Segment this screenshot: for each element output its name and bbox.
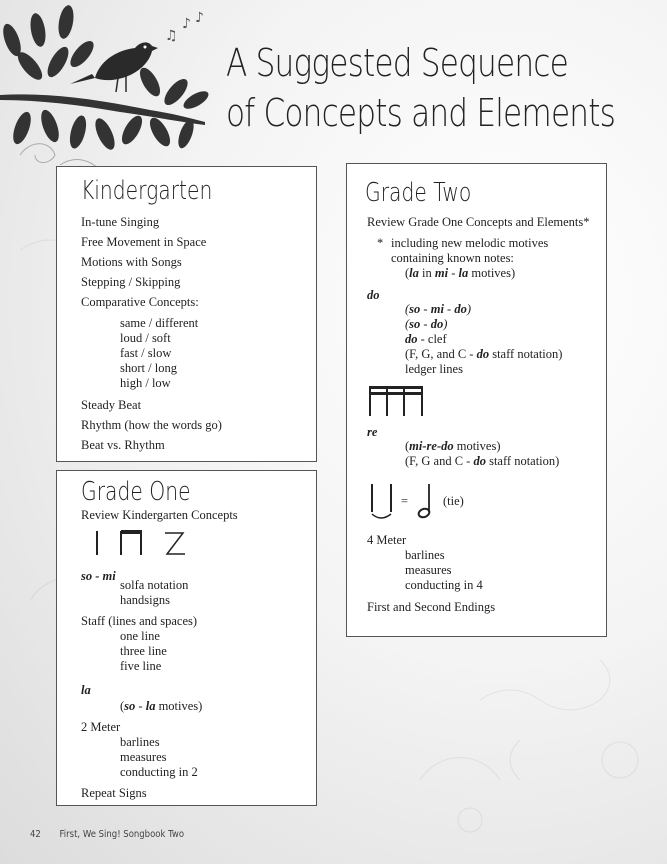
do-item: (so - do) — [405, 317, 448, 331]
bird-on-branch-illustration — [0, 0, 215, 185]
kindergarten-heading: Kindergarten — [81, 176, 213, 206]
half-note-icon — [415, 482, 435, 520]
kindergarten-item: Free Movement in Space — [81, 235, 207, 249]
tie-label: (tie) — [443, 494, 464, 508]
comparative-item: fast / slow — [120, 346, 172, 360]
four-meter-label: 4 Meter — [367, 533, 407, 547]
tied-quarter-notes-icon — [369, 482, 399, 522]
staff-item: one line — [120, 629, 160, 643]
repeat-signs: Repeat Signs — [81, 786, 147, 800]
two-meter-label: 2 Meter — [81, 720, 121, 734]
re-item: (mi-re-do motives) — [405, 439, 501, 453]
footnote-line: including new melodic motives — [391, 236, 549, 250]
book-title: First, We Sing! Songbook Two — [59, 829, 185, 840]
meter-item: conducting in 4 — [405, 578, 483, 592]
grade-one-heading: Grade One — [81, 477, 191, 507]
footnote-line: containing known notes: — [391, 251, 514, 265]
rhythm-four-sixteenths-icon — [367, 384, 427, 418]
re-item: (F, G and C - do staff notation) — [405, 454, 560, 468]
staff-item: three line — [120, 644, 167, 658]
staff-item: five line — [120, 659, 162, 673]
grade-two-review: Review Grade One Concepts and Elements* — [367, 215, 590, 229]
kindergarten-item: Steady Beat — [81, 398, 142, 412]
so-mi-item: handsigns — [120, 593, 170, 607]
footnote-line: (la in mi - la motives) — [405, 266, 516, 280]
svg-text:♪: ♪ — [182, 16, 191, 32]
title-line-1: A Suggested Sequence — [226, 41, 568, 85]
kindergarten-item: Comparative Concepts: — [81, 295, 199, 309]
meter-item: measures — [405, 563, 452, 577]
comparative-item: same / different — [120, 316, 199, 330]
do-item: (so - mi - do) — [405, 302, 472, 316]
kindergarten-item: Beat vs. Rhythm — [81, 438, 165, 452]
equals-sign: = — [401, 494, 409, 508]
grade-one-review: Review Kindergarten Concepts — [81, 508, 238, 522]
la-label: la — [81, 683, 91, 697]
comparative-item: loud / soft — [120, 331, 171, 345]
re-label: re — [367, 425, 378, 439]
meter-item: barlines — [405, 548, 445, 562]
rhythm-quarter-eighths-rest-icon — [93, 527, 193, 559]
so-mi-label: so - mi — [81, 569, 116, 583]
so-mi-item: solfa notation — [120, 578, 189, 592]
meter-item: barlines — [120, 735, 160, 749]
svg-text:♫: ♫ — [165, 28, 178, 44]
page-footer — [30, 829, 203, 840]
grade-two-heading: Grade Two — [365, 178, 472, 208]
kindergarten-item: Rhythm (how the words go) — [81, 418, 222, 432]
do-item: do - clef — [405, 332, 447, 346]
meter-item: conducting in 2 — [120, 765, 198, 779]
endings-item: First and Second Endings — [367, 600, 496, 614]
do-item: ledger lines — [405, 362, 463, 376]
page-title — [226, 38, 616, 138]
svg-text:♪: ♪ — [195, 10, 204, 26]
meter-item: measures — [120, 750, 167, 764]
do-item: (F, G, and C - do staff notation) — [405, 347, 563, 361]
title-line-2: of Concepts and Elements — [226, 91, 616, 135]
kindergarten-box — [56, 166, 317, 462]
la-motives: (so - la motives) — [120, 699, 203, 713]
grade-one-box — [56, 470, 317, 806]
grade-two-box — [346, 163, 607, 637]
page-number: 42 — [30, 829, 41, 840]
do-label: do — [367, 288, 380, 302]
kindergarten-item: In-tune Singing — [81, 215, 160, 229]
comparative-item: short / long — [120, 361, 177, 375]
staff-label: Staff (lines and spaces) — [81, 614, 198, 628]
comparative-item: high / low — [120, 376, 171, 390]
footnote-star: * — [377, 236, 384, 250]
kindergarten-item: Stepping / Skipping — [81, 275, 181, 289]
kindergarten-item: Motions with Songs — [81, 255, 182, 269]
